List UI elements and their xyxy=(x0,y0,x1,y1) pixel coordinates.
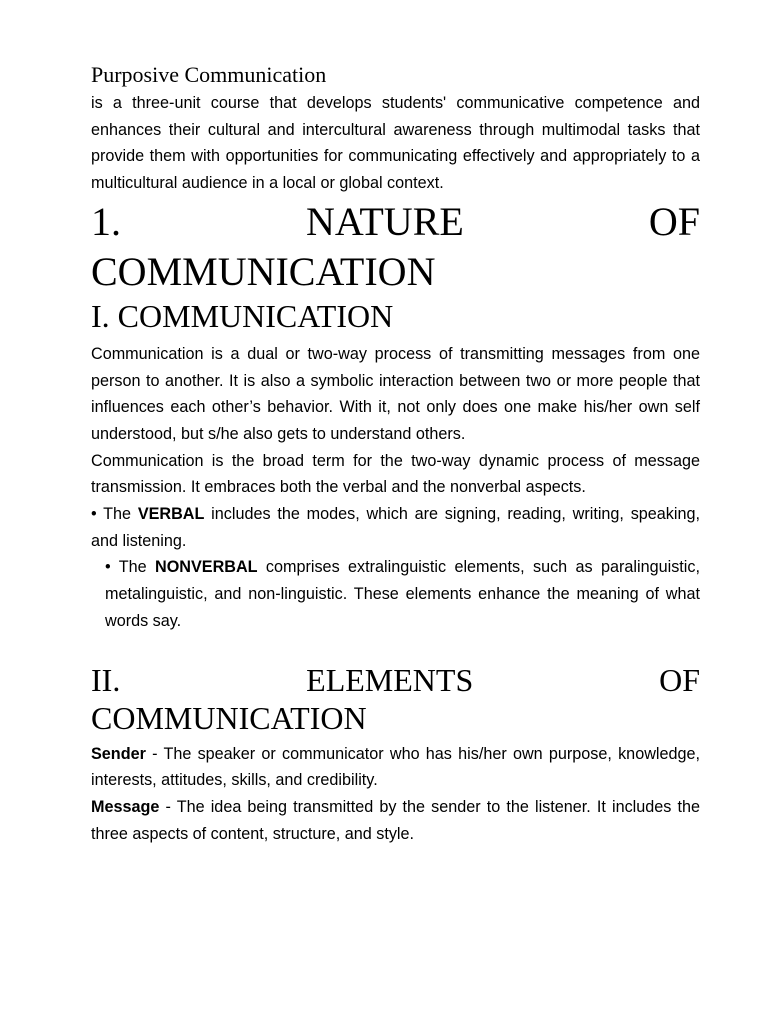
message-text: - The idea being transmitted by the sender to the listener. It includes the three aspects of content, structure, and style. xyxy=(91,797,700,843)
subsection-heading-communication: I. COMMUNICATION xyxy=(91,297,394,334)
nonverbal-term: NONVERBAL xyxy=(155,558,258,577)
bullet-prefix: • The xyxy=(91,505,138,524)
subsection-heading-word: OF xyxy=(659,661,700,698)
subsection-number: II. xyxy=(91,661,121,698)
subsection-heading-word: COMMUNICATION xyxy=(91,699,367,736)
course-title: Purposive Communication xyxy=(91,62,327,87)
document-page xyxy=(91,60,700,847)
communication-paragraph-2: Communication is the broad term for the two-way dynamic process of message transmission. It embraces both the verbal and the nonverbal aspects. xyxy=(91,451,700,497)
verbal-text: includes the modes, which are signing, reading, writing, speaking, and listening. xyxy=(91,505,700,550)
nonverbal-text: comprises extralinguistic elements, such as paralinguistic, metalinguistic, and non-linguistic. These elements enhance the meaning of what words say. xyxy=(105,558,700,630)
sender-definition xyxy=(91,741,700,794)
message-definition xyxy=(91,794,700,847)
verbal-bullet xyxy=(91,501,700,554)
section-heading-word: NATURE xyxy=(306,198,464,244)
subsection-heading-word: ELEMENTS xyxy=(306,661,474,698)
sender-text: - The speaker or communicator who has his/her own purpose, knowledge, interests, attitudes, skills, and credibility. xyxy=(91,744,700,790)
course-description: is a three-unit course that develops students' communicative competence and enhances their cultural and intercultural awareness through multimodal tasks that provide them with opportunities for communicating effectively and appropriately to a multicultural audience in a local or global context. xyxy=(91,94,700,193)
bullet-prefix: • The xyxy=(105,558,155,577)
section-heading-nature-of-communication xyxy=(91,197,700,297)
nonverbal-bullet xyxy=(91,554,700,634)
message-term: Message xyxy=(91,797,160,816)
section-heading-word: OF xyxy=(648,198,700,244)
sender-term: Sender xyxy=(91,744,146,763)
verbal-term: VERBAL xyxy=(137,505,205,524)
section-heading-word: COMMUNICATION xyxy=(91,248,436,294)
subsection-heading-elements-of-communication xyxy=(91,661,700,737)
section-number: 1. xyxy=(91,198,121,244)
communication-paragraph-1: Communication is a dual or two-way process of transmitting messages from one person to another. It is also a symbolic interaction between two or more people that influences each other’s behavior. With it, not only does one make his/her own self understood, but s/he also gets to understand others. xyxy=(91,344,700,443)
